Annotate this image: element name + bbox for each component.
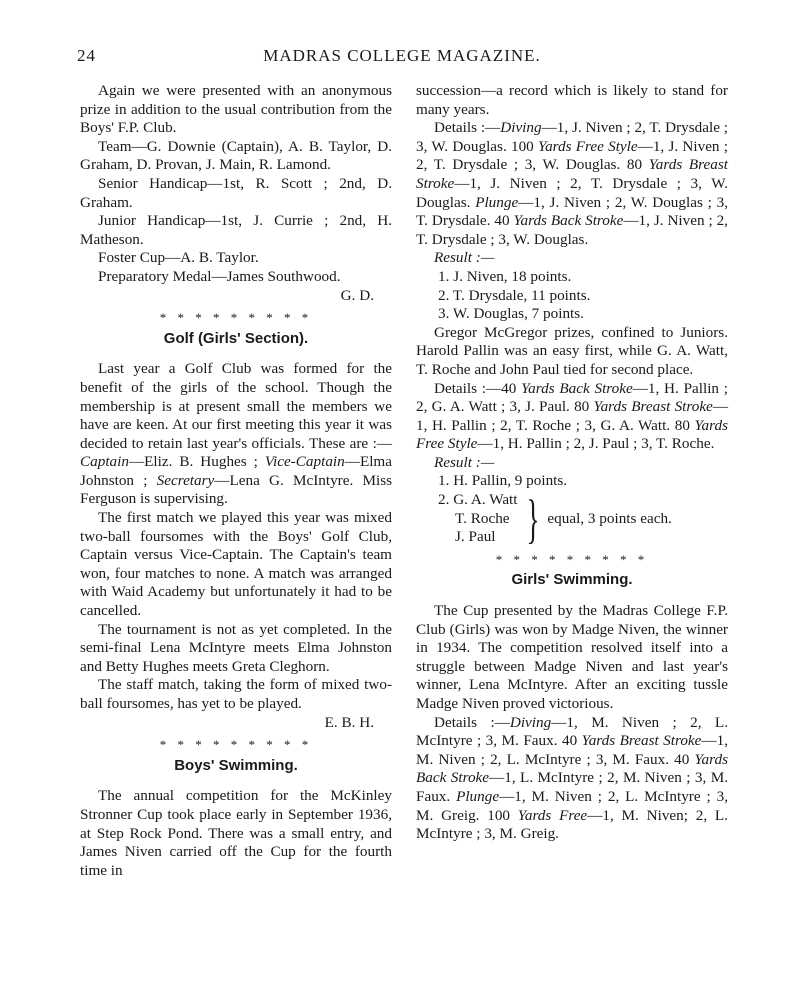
paragraph: The annual competition for the McKinley Stronner Cup took place early in September 1936, at Step Rock Pond. There was a small entry, and James Niven carried off the Cup for the fourth time in — [80, 787, 392, 879]
tie-name: 2. G. A. Watt — [438, 491, 518, 509]
page-header — [77, 46, 727, 72]
result-item: 3. W. Douglas, 7 points. — [438, 305, 584, 323]
tie-result — [416, 488, 728, 549]
paragraph: Details :—40 Yards Back Stroke—1, H. Pallin ; 2, G. A. Watt ; 3, J. Paul. 80 Yards Breast Stroke—1, H. Pallin ; 2, T. Roche ; 3, G. A. Watt. 80 Yards Free Style—1, H. Pallin ; 2, J. Paul ; 3, T. Roche. — [416, 379, 728, 453]
paragraph: Preparatory Medal—James Southwood. — [98, 267, 341, 285]
result-label: Result :— — [434, 249, 495, 267]
paragraph: Details :—Diving—1, M. Niven ; 2, L. McIntyre ; 3, M. Faux. 40 Yards Breast Stroke—1, M. Niven ; 2, L. McIntyre ; 3, M. Faux. 40 Yards Back Stroke—1, L. McIntyre ; 2, M. Niven ; 3, M. Faux. Plunge—1, M. Niven ; 2, L. McIntyre ; 3, M. Greig. 100 Yards Free—1, M. Niven; 2, L. McIntyre ; 3, M. Greig. — [416, 713, 728, 843]
result-label: Result :— — [434, 453, 495, 471]
section-title-golf: Golf (Girls' Section). — [163, 329, 309, 347]
paragraph: The first match we played this year was mixed two-ball foursomes with the Boys' Golf Club, Captain versus Vice-Captain. The Captain's team won, four matches to none. A match was arranged with Waid Academy but unfortunately it had to be cancelled. — [80, 509, 392, 620]
paragraph: Junior Handicap—1st, J. Currie ; 2nd, H. Matheson. — [80, 212, 392, 248]
paragraph: Details :—Diving—1, J. Niven ; 2, T. Drysdale ; 3, W. Douglas. 100 Yards Free Style—1, J. Niven ; 2, T. Drysdale ; 3, W. Douglas. 80 Yards Breast Stroke—1, J. Niven ; 2, T. Drysdale ; 3, W. Douglas. Plunge—1, J. Niven ; 2, W. Douglas ; 3, T. Drysdale. 40 Yards Back Stroke—1, J. Niven ; 2, T. Drysdale ; 3, W. Douglas. — [416, 119, 728, 248]
paragraph: succession—a record which is likely to stand for many years. — [416, 82, 728, 118]
tie-text: equal, 3 points each. — [547, 509, 672, 527]
running-title: MADRAS COLLEGE MAGAZINE. — [263, 46, 541, 65]
paragraph: Gregor McGregor prizes, confined to Juniors. Harold Pallin was an easy first, while G. A. Watt, T. Roche and John Paul tied for second place. — [416, 323, 728, 378]
paragraph: Team—G. Downie (Captain), A. B. Taylor, D. Graham, D. Provan, J. Main, R. Lamond. — [80, 137, 392, 174]
section-title-boys-swimming: Boys' Swimming. — [174, 756, 298, 774]
paragraph: Senior Handicap—1st, R. Scott ; 2nd, D. Graham. — [80, 174, 392, 211]
page-number: 24 — [77, 46, 96, 65]
left-column — [80, 82, 392, 880]
tie-name: J. Paul — [455, 528, 496, 546]
section-title-girls-swimming: Girls' Swimming. — [511, 571, 633, 589]
paragraph: Last year a Golf Club was formed for the benefit of the girls of the school. Though the membership is at present small the members we have are keen. At our first meeting this year it was decided to retain last year's officials. These are :— Captain—Eliz. B. Hughes ; Vice-Captain—Elma Johnston ; Secretary—Lena G. McIntyre. Miss Ferguson is supervising. — [80, 360, 393, 508]
paragraph: The tournament is not as yet completed. In the semi-final Lena McIntyre meets Elma Johnston and Betty Hughes meets Greta Cleghorn. — [80, 620, 392, 675]
result-item: 1. H. Pallin, 9 points. — [438, 472, 568, 490]
section-divider: * * * * * * * * * — [495, 551, 649, 567]
result-item: 2. T. Drysdale, 11 points. — [438, 286, 591, 304]
paragraph: The Cup presented by the Madras College F.P. Club (Girls) was won by Madge Niven, the winner in 1934. The competition resolved itself into a struggle between Madge Niven and last year's winner, Lena McIntyre. After an exciting tussle Madge Niven proved victorious. — [416, 602, 728, 712]
section-divider: * * * * * * * * * — [159, 737, 313, 753]
signature: G. D. — [340, 286, 374, 304]
result-item: 1. J. Niven, 18 points. — [438, 267, 572, 285]
signature: E. B. H. — [324, 713, 374, 731]
right-column — [416, 82, 728, 844]
paragraph: Foster Cup—A. B. Taylor. — [98, 249, 259, 267]
brace: } — [525, 488, 539, 549]
paragraph: The staff match, taking the form of mixed two-ball foursomes, has yet to be played. — [80, 676, 392, 712]
tie-name: T. Roche — [455, 509, 510, 527]
paragraph: Again we were presented with an anonymous prize in addition to the usual contribution from the Boys' F.P. Club. — [80, 82, 392, 137]
section-divider: * * * * * * * * * — [159, 310, 313, 326]
tie-names — [438, 491, 518, 547]
